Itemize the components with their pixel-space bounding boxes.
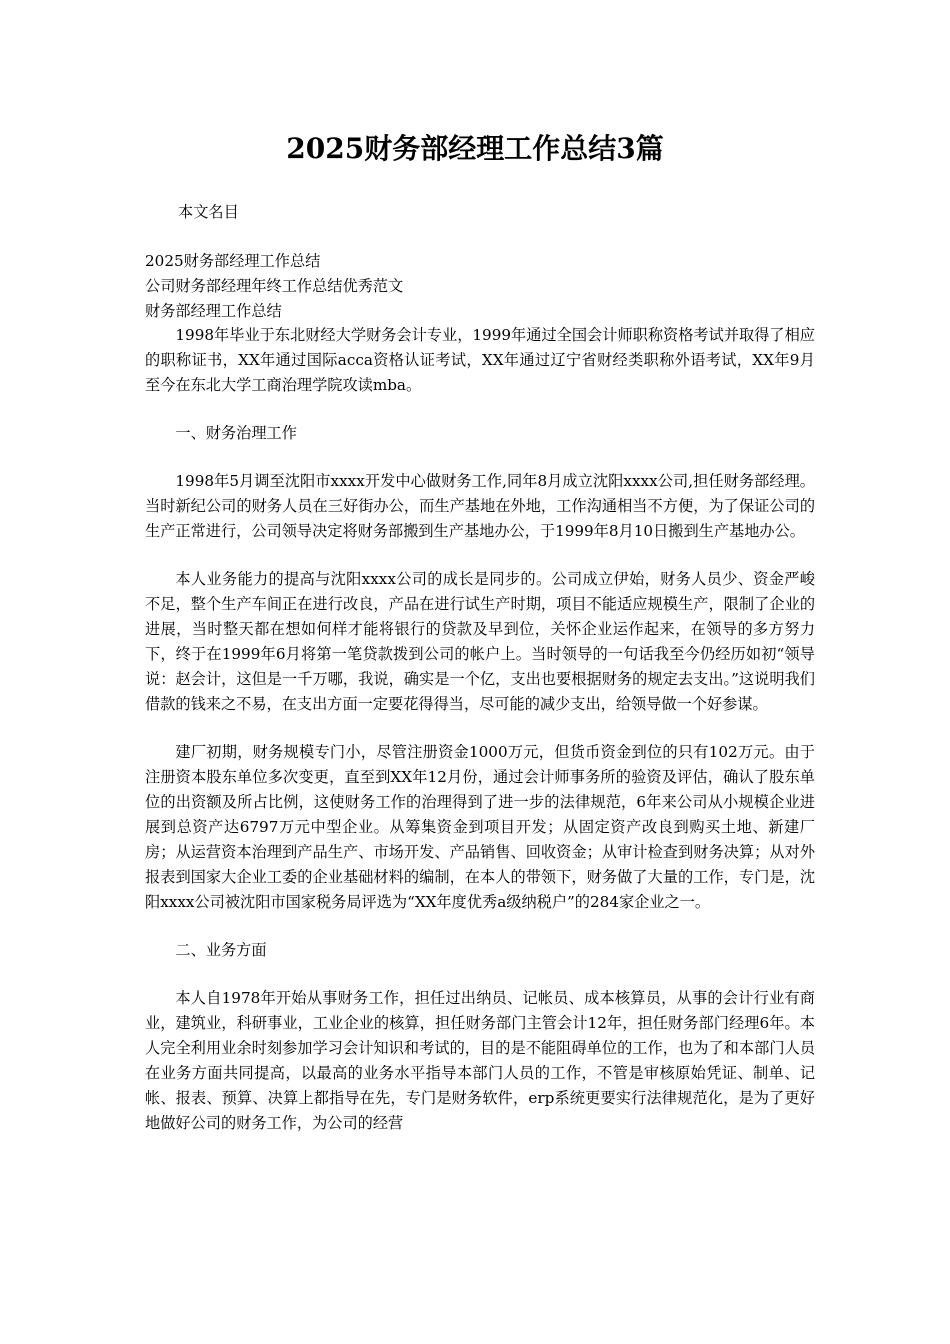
toc-item[interactable]: 财务部经理工作总结 <box>145 302 282 320</box>
section-heading: 二、业务方面 <box>175 941 267 959</box>
body-paragraph: 本人业务能力的提高与沈阳xxxx公司的成长是同步的。公司成立伊始，财务人员少、资金严峻不足，整个生产车间正在进行改良，产品在进行试生产时期，项目不能适应规模生产，限制了企业的进展，当时整天都在想如何样才能将银行的贷款及早到位，关怀企业运作起来，在领导的多方努力下，终于在1999年6月将第一笔贷款拨到公司的帐户上。当时领导的一句话我至今仍经历如初“领导说：赵会计，这但是一千万哪，我说，确实是一个亿，支出也要根据财务的规定去支出。”这说明我们借款的钱来之不易，在支出方面一定要花得得当，尽可能的减少支出，给领导做一个好参谋。 <box>145 570 815 713</box>
section-heading: 一、财务治理工作 <box>175 424 297 442</box>
body-paragraph: 建厂初期，财务规模专门小，尽管注册资金1000万元，但货币资金到位的只有102万元。由于注册资本股东单位多次变更，直至到XX年12月份，通过会计师事务所的验资及评估，确认了股东单位的出资额及所占比例，这使财务工作的治理得到了进一步的法律规范，6年来公司从小规模企业进展到总资产达6797万元中型企业。从筹集资金到项目开发；从固定资产改良到购买土地、新建厂房；从运营资本治理到产品生产、市场开发、产品销售、回收资金；从审计检查到财务决算；从对外报表到国家大企业工委的企业基础材料的编制，在本人的带领下，财务做了大量的工作，专门是，沈阳xxxx公司被沈阳市国家税务局评选为“XX年度优秀a级纳税户”的284家企业之一。 <box>145 743 815 911</box>
intro-paragraph: 1998年毕业于东北财经大学财务会计专业，1999年通过全国会计师职称资格考试并取得了相应的职称证书，XX年通过国际acca资格认证考试，XX年通过辽宁省财经类职称外语考试，XX年9月至今在东北大学工商治理学院攻读mba。 <box>145 326 815 394</box>
document-title: 2025财务部经理工作总结3篇 <box>286 132 664 165</box>
toc-label: 本文名目 <box>178 203 239 221</box>
body-paragraph: 1998年5月调至沈阳市xxxx开发中心做财务工作,同年8月成立沈阳xxxx公司,担任财务部经理。当时新纪公司的财务人员在三好街办公，而生产基地在外地，工作沟通相当不方便，为了保证公司的生产正常进行，公司领导决定将财务部搬到生产基地办公，于1999年8月10日搬到生产基地办公。 <box>145 472 815 540</box>
document-body <box>145 323 815 1136</box>
body-paragraph: 本人自1978年开始从事财务工作，担任过出纳员、记帐员、成本核算员，从事的会计行业有商业，建筑业，科研事业，工业企业的核算，担任财务部门主管会计12年，担任财务部门经理6年。本人完全利用业余时刻参加学习会计知识和考试的，目的是不能阻碍单位的工作，也为了和本部门人员在业务方面共同提高，以最高的业务水平指导本部门人员的工作，不管是审核原始凭证、制单、记帐、报表、预算、决算上都指导在先，专门是财务软件，erp系统更要实行法律规范化，是为了更好地做好公司的财务工作，为公司的经营 <box>145 989 815 1132</box>
toc-item[interactable]: 公司财务部经理年终工作总结优秀范文 <box>145 277 404 295</box>
toc-list <box>145 249 815 324</box>
toc-item[interactable]: 2025财务部经理工作总结 <box>145 252 321 270</box>
